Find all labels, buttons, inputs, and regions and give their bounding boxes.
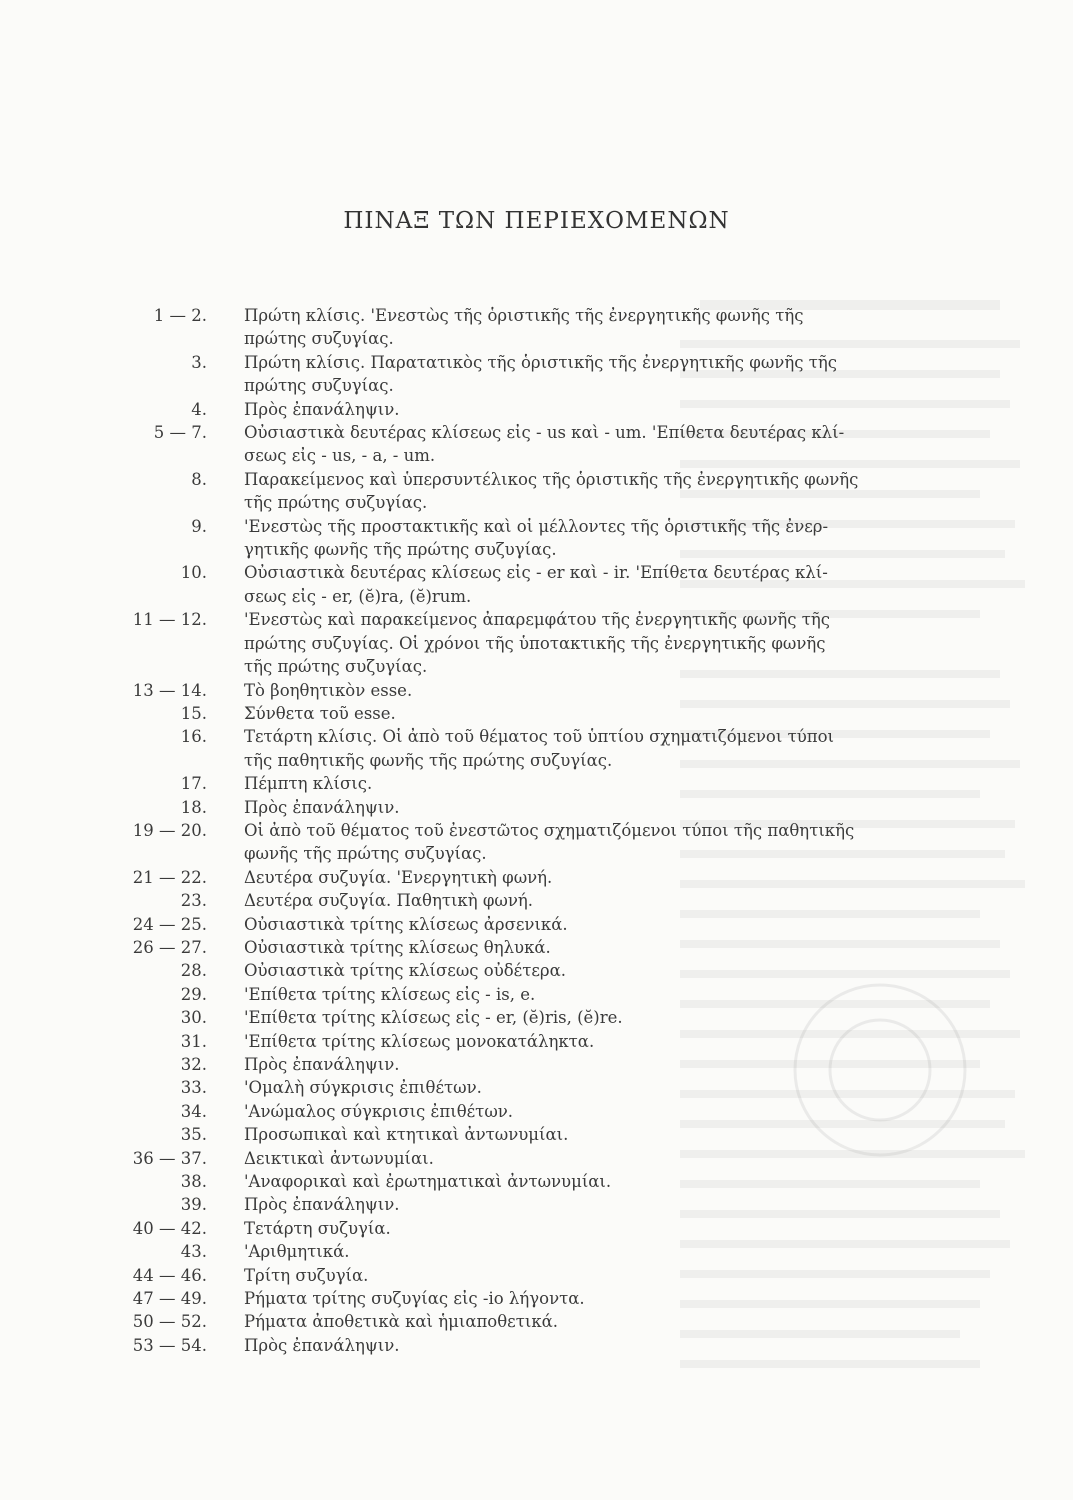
toc-entry-line: Τρίτη συζυγία. bbox=[244, 1265, 369, 1285]
toc-entry-number: 34. bbox=[180, 1101, 207, 1121]
toc-entry-number: 16. bbox=[180, 727, 207, 747]
toc-entry bbox=[0, 398, 1073, 421]
toc-entry-line: 'Ομαλὴ σύγκρισις ἐπιθέτων. bbox=[244, 1078, 482, 1098]
toc-entry bbox=[0, 1076, 1073, 1099]
toc-entry-line: 'Αναφορικαὶ καὶ ἐρωτηματικαὶ ἀντωνυμίαι. bbox=[244, 1172, 612, 1192]
toc-entry-number: 19 — 20. bbox=[132, 820, 207, 840]
toc-entry-number: 15. bbox=[180, 703, 207, 723]
toc-entry-line: Οὐσιαστικὰ δευτέρας κλίσεως εἰς - us καὶ - um. 'Επίθετα δευτέρας κλί- bbox=[244, 423, 845, 443]
toc-entry-line: Σύνθετα τοῦ esse. bbox=[244, 703, 396, 723]
toc-entry-number: 9. bbox=[191, 516, 207, 536]
toc-entry-line: 'Επίθετα τρίτης κλίσεως μονοκατάληκτα. bbox=[244, 1031, 595, 1051]
toc-entry-line: Πρώτη κλίσις. 'Ενεστὼς τῆς ὁριστικῆς τῆς ἐνεργητικῆς φωνῆς τῆς bbox=[244, 306, 804, 325]
toc-entry-line: Δευτέρα συζυγία. Παθητικὴ φωνή. bbox=[244, 891, 534, 911]
toc-entry-text bbox=[244, 1030, 982, 1053]
toc-entry bbox=[0, 983, 1073, 1006]
bleed-line bbox=[680, 1360, 980, 1368]
toc-entry-line: 'Ενεστὼς τῆς προστακτικῆς καὶ οἱ μέλλοντες τῆς ὁριστικῆς τῆς ἐνερ- bbox=[244, 516, 829, 536]
toc-entry-line: Οἱ ἀπὸ τοῦ θέματος τοῦ ἐνεστῶτος σχηματιζόμενοι τύποι τῆς παθητικῆς bbox=[244, 820, 855, 840]
toc-entry-text bbox=[244, 1147, 982, 1170]
toc-entry bbox=[0, 796, 1073, 819]
toc-entry bbox=[0, 959, 1073, 982]
toc-entry-text bbox=[244, 1217, 982, 1240]
toc-entry-line: Οὐσιαστικὰ τρίτης κλίσεως οὐδέτερα. bbox=[244, 961, 566, 981]
toc-entry-number: 13 — 14. bbox=[132, 680, 207, 700]
toc-entry-number: 8. bbox=[191, 469, 207, 489]
toc-entry-line: γητικῆς φωνῆς τῆς πρώτης συζυγίας. bbox=[244, 540, 557, 560]
toc-entry bbox=[0, 1053, 1073, 1076]
toc-entry-line: Τὸ βοηθητικὸν esse. bbox=[244, 680, 413, 700]
toc-entry-number: 21 — 22. bbox=[132, 867, 207, 887]
toc-entry-number: 32. bbox=[180, 1055, 207, 1074]
toc-entry bbox=[0, 866, 1073, 889]
toc-entry-line: Τετάρτη κλίσις. Οἱ ἀπὸ τοῦ θέματος τοῦ ὑπτίου σχηματιζόμενοι τύποι bbox=[244, 727, 834, 747]
toc-entry-number: 29. bbox=[180, 984, 207, 1004]
toc-entry-line: τῆς παθητικῆς φωνῆς τῆς πρώτης συζυγίας. bbox=[244, 750, 613, 770]
toc-entry-number: 28. bbox=[180, 961, 207, 981]
toc-entry bbox=[0, 1170, 1073, 1193]
toc-entry-text bbox=[244, 819, 982, 866]
toc-entry-line: πρώτης συζυγίας. bbox=[244, 329, 394, 349]
toc-entry-text bbox=[244, 421, 982, 468]
toc-entry-line: Πρώτη κλίσις. Παρατατικὸς τῆς ὁριστικῆς τῆς ἐνεργητικῆς φωνῆς τῆς bbox=[244, 352, 837, 372]
toc-entry bbox=[0, 679, 1073, 702]
toc-entry-number: 43. bbox=[180, 1242, 207, 1262]
toc-entry-line: Οὐσιαστικὰ δευτέρας κλίσεως εἰς - er καὶ - ir. 'Επίθετα δευτέρας κλί- bbox=[244, 563, 828, 583]
toc-entry bbox=[0, 936, 1073, 959]
toc-entry-text bbox=[244, 1076, 982, 1099]
toc-entry-number: 4. bbox=[191, 399, 207, 419]
toc-entry-text bbox=[244, 772, 982, 795]
toc-entry-line: Πρὸς ἐπανάληψιν. bbox=[244, 797, 400, 817]
table-of-contents bbox=[0, 304, 1073, 1357]
toc-entry bbox=[0, 1100, 1073, 1123]
toc-entry-line: 'Ανώμαλος σύγκρισις ἐπιθέτων. bbox=[244, 1101, 514, 1121]
toc-entry-text bbox=[244, 304, 982, 351]
toc-entry-text bbox=[244, 608, 982, 678]
toc-entry-text bbox=[244, 889, 982, 912]
toc-entry bbox=[0, 1030, 1073, 1053]
toc-entry-number: 24 — 25. bbox=[132, 914, 207, 934]
page-title: ΠΙΝΑΞ ΤΩΝ ΠΕΡΙΕΧΟΜΕΝΩΝ bbox=[343, 208, 730, 234]
toc-entry-number: 33. bbox=[180, 1078, 207, 1098]
toc-entry bbox=[0, 772, 1073, 795]
toc-entry-text bbox=[244, 866, 982, 889]
toc-entry-number: 18. bbox=[180, 797, 207, 817]
toc-entry-text bbox=[244, 679, 982, 702]
toc-entry-text bbox=[244, 1100, 982, 1123]
toc-entry-number: 38. bbox=[180, 1172, 207, 1192]
toc-entry-number: 10. bbox=[180, 563, 207, 583]
toc-entry-line: Πρὸς ἐπανάληψιν. bbox=[244, 1055, 400, 1074]
toc-entry bbox=[0, 608, 1073, 678]
toc-entry bbox=[0, 1217, 1073, 1240]
toc-entry-line: 'Αριθμητικά. bbox=[244, 1242, 350, 1262]
toc-entry-number: 17. bbox=[180, 774, 207, 794]
toc-entry bbox=[0, 725, 1073, 772]
toc-entry bbox=[0, 515, 1073, 562]
toc-entry-number: 35. bbox=[180, 1125, 207, 1145]
toc-entry bbox=[0, 1240, 1073, 1263]
toc-entry-number: 23. bbox=[180, 891, 207, 911]
toc-entry-number: 30. bbox=[180, 1008, 207, 1028]
toc-entry-line: Ρήματα τρίτης συζυγίας εἰς -io λήγοντα. bbox=[244, 1289, 585, 1309]
toc-entry-number: 31. bbox=[180, 1031, 207, 1051]
toc-entry bbox=[0, 468, 1073, 515]
toc-entry-text bbox=[244, 959, 982, 982]
toc-entry-text bbox=[244, 1287, 982, 1310]
toc-entry-line: Πέμπτη κλίσις. bbox=[244, 774, 373, 794]
toc-entry-text bbox=[244, 725, 982, 772]
toc-entry-text bbox=[244, 1334, 982, 1357]
toc-entry-line: Προσωπικαὶ καὶ κτητικαὶ ἀντωνυμίαι. bbox=[244, 1125, 569, 1145]
toc-entry-line: Πρὸς ἐπανάληψιν. bbox=[244, 1335, 400, 1355]
toc-entry bbox=[0, 819, 1073, 866]
toc-entry-text bbox=[244, 1006, 982, 1029]
toc-entry-number: 40 — 42. bbox=[132, 1218, 207, 1238]
toc-entry-line: Οὐσιαστικὰ τρίτης κλίσεως θηλυκά. bbox=[244, 937, 551, 957]
toc-entry-number: 47 — 49. bbox=[132, 1289, 207, 1309]
toc-entry bbox=[0, 1310, 1073, 1333]
toc-entry-line: Ρήματα ἀποθετικὰ καὶ ἡμιαποθετικά. bbox=[244, 1312, 559, 1332]
toc-entry bbox=[0, 561, 1073, 608]
toc-entry-text bbox=[244, 1310, 982, 1333]
toc-entry bbox=[0, 1193, 1073, 1216]
toc-entry bbox=[0, 1123, 1073, 1146]
toc-entry-line: Οὐσιαστικὰ τρίτης κλίσεως ἀρσενικά. bbox=[244, 914, 568, 934]
toc-entry-line: πρώτης συζυγίας. bbox=[244, 376, 394, 396]
toc-entry-line: 'Επίθετα τρίτης κλίσεως εἰς - er, (ĕ)ris, (ĕ)re. bbox=[244, 1008, 623, 1028]
toc-entry-number: 39. bbox=[180, 1195, 207, 1215]
toc-entry-text bbox=[244, 468, 982, 515]
toc-entry-line: σεως εἰς - us, - a, - um. bbox=[244, 446, 436, 466]
toc-entry-text bbox=[244, 351, 982, 398]
toc-entry-text bbox=[244, 1053, 982, 1076]
toc-entry-text bbox=[244, 1264, 982, 1287]
toc-entry-line: Δευτέρα συζυγία. 'Ενεργητικὴ φωνή. bbox=[244, 867, 553, 887]
toc-entry-line: Τετάρτη συζυγία. bbox=[244, 1218, 391, 1238]
toc-entry-text bbox=[244, 936, 982, 959]
toc-entry-text bbox=[244, 702, 982, 725]
toc-entry-number: 36 — 37. bbox=[132, 1148, 207, 1168]
toc-entry-number: 53 — 54. bbox=[132, 1335, 207, 1355]
toc-entry-number: 1 — 2. bbox=[153, 306, 207, 325]
toc-entry-line: τῆς πρώτης συζυγίας. bbox=[244, 657, 428, 677]
toc-entry bbox=[0, 1264, 1073, 1287]
toc-entry-text bbox=[244, 913, 982, 936]
toc-entry bbox=[0, 1287, 1073, 1310]
toc-entry-text bbox=[244, 1170, 982, 1193]
toc-entry-line: 'Επίθετα τρίτης κλίσεως εἰς - is, e. bbox=[244, 984, 536, 1004]
toc-entry bbox=[0, 304, 1073, 351]
toc-entry-number: 11 — 12. bbox=[132, 610, 207, 630]
toc-entry-line: πρώτης συζυγίας. Οἱ χρόνοι τῆς ὑποτακτικῆς τῆς ἐνεργητικῆς φωνῆς bbox=[244, 633, 826, 653]
toc-entry bbox=[0, 889, 1073, 912]
toc-entry bbox=[0, 1006, 1073, 1029]
toc-entry-line: τῆς πρώτης συζυγίας. bbox=[244, 493, 428, 513]
toc-entry bbox=[0, 913, 1073, 936]
toc-entry-text bbox=[244, 1193, 982, 1216]
toc-entry-line: Πρὸς ἐπανάληψιν. bbox=[244, 399, 400, 419]
toc-entry-line: Παρακείμενος καὶ ὑπερσυντέλικος τῆς ὁριστικῆς τῆς ἐνεργητικῆς φωνῆς bbox=[244, 469, 859, 489]
toc-entry-text bbox=[244, 515, 982, 562]
toc-entry-number: 5 — 7. bbox=[153, 423, 207, 443]
toc-entry-text bbox=[244, 1123, 982, 1146]
toc-entry bbox=[0, 1334, 1073, 1357]
toc-entry-text bbox=[244, 796, 982, 819]
toc-entry bbox=[0, 702, 1073, 725]
toc-entry-number: 50 — 52. bbox=[132, 1312, 207, 1332]
toc-entry-line: 'Ενεστὼς καὶ παρακείμενος ἀπαρεμφάτου τῆς ἐνεργητικῆς φωνῆς τῆς bbox=[244, 610, 830, 630]
toc-entry bbox=[0, 351, 1073, 398]
toc-entry bbox=[0, 1147, 1073, 1170]
toc-entry bbox=[0, 421, 1073, 468]
toc-entry-text bbox=[244, 398, 982, 421]
toc-entry-number: 44 — 46. bbox=[132, 1265, 207, 1285]
toc-entry-text bbox=[244, 983, 982, 1006]
toc-entry-text bbox=[244, 561, 982, 608]
toc-entry-line: Δεικτικαὶ ἀντωνυμίαι. bbox=[244, 1148, 434, 1168]
toc-entry-line: Πρὸς ἐπανάληψιν. bbox=[244, 1195, 400, 1215]
toc-entry-number: 3. bbox=[191, 352, 207, 372]
toc-entry-text bbox=[244, 1240, 982, 1263]
toc-entry-number: 26 — 27. bbox=[132, 937, 207, 957]
toc-entry-line: φωνῆς τῆς πρώτης συζυγίας. bbox=[244, 844, 487, 864]
toc-entry-line: σεως εἰς - er, (ĕ)ra, (ĕ)rum. bbox=[244, 586, 472, 606]
